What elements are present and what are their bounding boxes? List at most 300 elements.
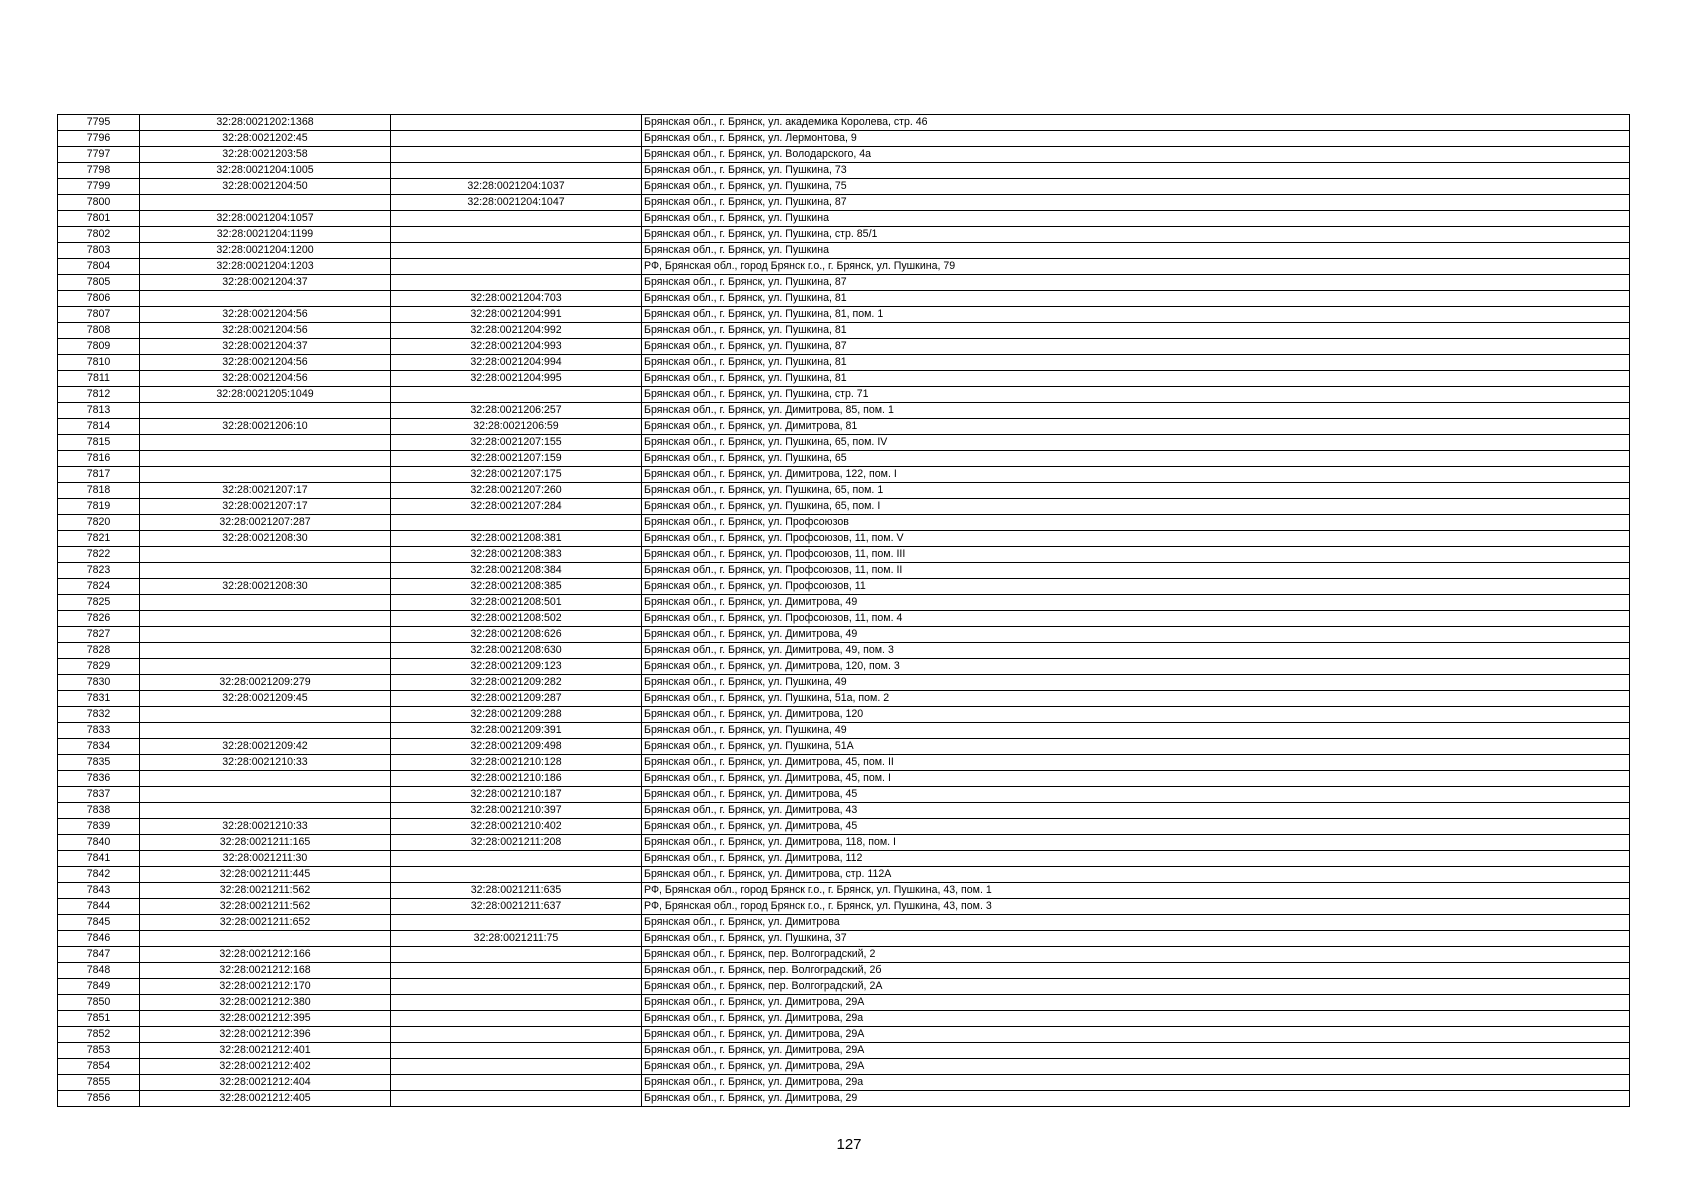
row-number-cell: 7826	[58, 611, 140, 627]
building-cadastral-number-cell: 32:28:0021204:1047	[391, 195, 642, 211]
row-number-cell: 7809	[58, 339, 140, 355]
land-cadastral-number-cell	[140, 803, 391, 819]
building-cadastral-number-cell: 32:28:0021204:993	[391, 339, 642, 355]
table-row	[58, 659, 1630, 675]
table-row	[58, 787, 1630, 803]
row-number-cell: 7806	[58, 291, 140, 307]
table-row	[58, 1011, 1630, 1027]
row-number-cell: 7796	[58, 131, 140, 147]
row-number-cell: 7820	[58, 515, 140, 531]
table-row	[58, 723, 1630, 739]
land-cadastral-number-cell	[140, 771, 391, 787]
table-row	[58, 755, 1630, 771]
table-row	[58, 707, 1630, 723]
table-row	[58, 371, 1630, 387]
table-row	[58, 419, 1630, 435]
address-cell: Брянская обл., г. Брянск, ул. Пушкина, 65, пом. I	[642, 499, 1630, 515]
land-cadastral-number-cell: 32:28:0021204:56	[140, 323, 391, 339]
table-row	[58, 899, 1630, 915]
land-cadastral-number-cell: 32:28:0021204:1005	[140, 163, 391, 179]
building-cadastral-number-cell	[391, 115, 642, 131]
building-cadastral-number-cell: 32:28:0021207:175	[391, 467, 642, 483]
land-cadastral-number-cell: 32:28:0021212:402	[140, 1059, 391, 1075]
building-cadastral-number-cell: 32:28:0021209:282	[391, 675, 642, 691]
address-cell: Брянская обл., г. Брянск, пер. Волгоградский, 2	[642, 947, 1630, 963]
land-cadastral-number-cell	[140, 723, 391, 739]
address-cell: РФ, Брянская обл., город Брянск г.о., г. Брянск, ул. Пушкина, 79	[642, 259, 1630, 275]
building-cadastral-number-cell	[391, 1043, 642, 1059]
land-cadastral-number-cell: 32:28:0021212:380	[140, 995, 391, 1011]
land-cadastral-number-cell: 32:28:0021204:1199	[140, 227, 391, 243]
address-cell: Брянская обл., г. Брянск, ул. Димитрова, 120, пом. 3	[642, 659, 1630, 675]
land-cadastral-number-cell	[140, 451, 391, 467]
address-cell: Брянская обл., г. Брянск, ул. Пушкина, 87	[642, 195, 1630, 211]
building-cadastral-number-cell	[391, 851, 642, 867]
address-cell: Брянская обл., г. Брянск, ул. Пушкина, 73	[642, 163, 1630, 179]
address-cell: Брянская обл., г. Брянск, ул. Пушкина, 65	[642, 451, 1630, 467]
row-number-cell: 7837	[58, 787, 140, 803]
building-cadastral-number-cell: 32:28:0021208:385	[391, 579, 642, 595]
building-cadastral-number-cell: 32:28:0021207:155	[391, 435, 642, 451]
row-number-cell: 7849	[58, 979, 140, 995]
table-row	[58, 275, 1630, 291]
row-number-cell: 7845	[58, 915, 140, 931]
row-number-cell: 7829	[58, 659, 140, 675]
land-cadastral-number-cell: 32:28:0021209:45	[140, 691, 391, 707]
building-cadastral-number-cell	[391, 1091, 642, 1107]
table-row	[58, 499, 1630, 515]
land-cadastral-number-cell: 32:28:0021205:1049	[140, 387, 391, 403]
land-cadastral-number-cell	[140, 435, 391, 451]
address-cell: Брянская обл., г. Брянск, ул. Димитрова, 81	[642, 419, 1630, 435]
land-cadastral-number-cell: 32:28:0021212:168	[140, 963, 391, 979]
table-row	[58, 435, 1630, 451]
row-number-cell: 7803	[58, 243, 140, 259]
building-cadastral-number-cell: 32:28:0021210:187	[391, 787, 642, 803]
building-cadastral-number-cell: 32:28:0021209:498	[391, 739, 642, 755]
land-cadastral-number-cell	[140, 563, 391, 579]
building-cadastral-number-cell	[391, 947, 642, 963]
address-cell: Брянская обл., г. Брянск, ул. Димитрова, 45	[642, 819, 1630, 835]
table-row	[58, 1027, 1630, 1043]
land-cadastral-number-cell: 32:28:0021210:33	[140, 819, 391, 835]
address-cell: Брянская обл., г. Брянск, ул. Пушкина, стр. 85/1	[642, 227, 1630, 243]
building-cadastral-number-cell: 32:28:0021210:128	[391, 755, 642, 771]
land-cadastral-number-cell: 32:28:0021212:401	[140, 1043, 391, 1059]
building-cadastral-number-cell	[391, 243, 642, 259]
building-cadastral-number-cell	[391, 1011, 642, 1027]
address-cell: Брянская обл., г. Брянск, ул. Пушкина, 65, пом. IV	[642, 435, 1630, 451]
table-row	[58, 627, 1630, 643]
table-row	[58, 323, 1630, 339]
building-cadastral-number-cell	[391, 515, 642, 531]
address-cell: Брянская обл., г. Брянск, ул. Пушкина, 49	[642, 723, 1630, 739]
row-number-cell: 7842	[58, 867, 140, 883]
building-cadastral-number-cell	[391, 1059, 642, 1075]
land-cadastral-number-cell: 32:28:0021208:30	[140, 531, 391, 547]
land-cadastral-number-cell: 32:28:0021206:10	[140, 419, 391, 435]
building-cadastral-number-cell	[391, 147, 642, 163]
row-number-cell: 7807	[58, 307, 140, 323]
table-row	[58, 227, 1630, 243]
building-cadastral-number-cell: 32:28:0021208:630	[391, 643, 642, 659]
table-row	[58, 611, 1630, 627]
table-row	[58, 467, 1630, 483]
land-cadastral-number-cell	[140, 787, 391, 803]
row-number-cell: 7839	[58, 819, 140, 835]
land-cadastral-number-cell	[140, 643, 391, 659]
building-cadastral-number-cell	[391, 979, 642, 995]
row-number-cell: 7800	[58, 195, 140, 211]
table-row	[58, 259, 1630, 275]
table-row	[58, 931, 1630, 947]
address-cell: РФ, Брянская обл., город Брянск г.о., г. Брянск, ул. Пушкина, 43, пом. 3	[642, 899, 1630, 915]
table-row	[58, 803, 1630, 819]
address-cell: Брянская обл., г. Брянск, ул. Пушкина, 37	[642, 931, 1630, 947]
building-cadastral-number-cell: 32:28:0021210:402	[391, 819, 642, 835]
land-cadastral-number-cell: 32:28:0021204:56	[140, 371, 391, 387]
address-cell: Брянская обл., г. Брянск, ул. Димитрова, 29А	[642, 1043, 1630, 1059]
land-cadastral-number-cell: 32:28:0021211:445	[140, 867, 391, 883]
row-number-cell: 7801	[58, 211, 140, 227]
land-cadastral-number-cell: 32:28:0021212:166	[140, 947, 391, 963]
row-number-cell: 7828	[58, 643, 140, 659]
land-cadastral-number-cell	[140, 707, 391, 723]
row-number-cell: 7797	[58, 147, 140, 163]
address-cell: Брянская обл., г. Брянск, ул. Димитрова, 45	[642, 787, 1630, 803]
address-cell: Брянская обл., г. Брянск, ул. Пушкина	[642, 243, 1630, 259]
address-cell: Брянская обл., г. Брянск, ул. Пушкина, стр. 71	[642, 387, 1630, 403]
land-cadastral-number-cell: 32:28:0021202:1368	[140, 115, 391, 131]
building-cadastral-number-cell: 32:28:0021211:635	[391, 883, 642, 899]
building-cadastral-number-cell: 32:28:0021209:288	[391, 707, 642, 723]
address-cell: Брянская обл., г. Брянск, ул. Димитрова, 43	[642, 803, 1630, 819]
row-number-cell: 7846	[58, 931, 140, 947]
land-cadastral-number-cell: 32:28:0021211:30	[140, 851, 391, 867]
table-row	[58, 115, 1630, 131]
row-number-cell: 7804	[58, 259, 140, 275]
land-cadastral-number-cell: 32:28:0021210:33	[140, 755, 391, 771]
address-cell: Брянская обл., г. Брянск, пер. Волгоградский, 2б	[642, 963, 1630, 979]
address-cell: Брянская обл., г. Брянск, ул. Володарского, 4а	[642, 147, 1630, 163]
row-number-cell: 7827	[58, 627, 140, 643]
land-cadastral-number-cell: 32:28:0021204:1057	[140, 211, 391, 227]
table-row	[58, 355, 1630, 371]
address-cell: Брянская обл., г. Брянск, ул. Димитрова, 49	[642, 627, 1630, 643]
row-number-cell: 7841	[58, 851, 140, 867]
land-cadastral-number-cell: 32:28:0021204:37	[140, 339, 391, 355]
land-cadastral-number-cell: 32:28:0021212:404	[140, 1075, 391, 1091]
table-row	[58, 1091, 1630, 1107]
land-cadastral-number-cell: 32:28:0021211:562	[140, 883, 391, 899]
table-row	[58, 1043, 1630, 1059]
table-row	[58, 387, 1630, 403]
building-cadastral-number-cell: 32:28:0021207:159	[391, 451, 642, 467]
address-cell: Брянская обл., г. Брянск, ул. Димитрова, стр. 112А	[642, 867, 1630, 883]
row-number-cell: 7848	[58, 963, 140, 979]
address-cell: Брянская обл., г. Брянск, ул. Пушкина, 81	[642, 323, 1630, 339]
building-cadastral-number-cell: 32:28:0021208:502	[391, 611, 642, 627]
address-cell: Брянская обл., г. Брянск, ул. Пушкина, 51а, пом. 2	[642, 691, 1630, 707]
row-number-cell: 7821	[58, 531, 140, 547]
land-cadastral-number-cell	[140, 931, 391, 947]
building-cadastral-number-cell	[391, 995, 642, 1011]
address-cell: Брянская обл., г. Брянск, ул. Димитрова, 122, пом. I	[642, 467, 1630, 483]
address-cell: Брянская обл., г. Брянск, ул. Димитрова, 118, пом. I	[642, 835, 1630, 851]
building-cadastral-number-cell: 32:28:0021207:284	[391, 499, 642, 515]
row-number-cell: 7832	[58, 707, 140, 723]
row-number-cell: 7815	[58, 435, 140, 451]
building-cadastral-number-cell	[391, 227, 642, 243]
address-cell: Брянская обл., г. Брянск, ул. Димитрова, 120	[642, 707, 1630, 723]
building-cadastral-number-cell: 32:28:0021204:992	[391, 323, 642, 339]
building-cadastral-number-cell: 32:28:0021204:991	[391, 307, 642, 323]
row-number-cell: 7836	[58, 771, 140, 787]
table-row	[58, 643, 1630, 659]
address-cell: Брянская обл., г. Брянск, ул. Димитрова, 29а	[642, 1075, 1630, 1091]
land-cadastral-number-cell: 32:28:0021204:56	[140, 307, 391, 323]
building-cadastral-number-cell	[391, 915, 642, 931]
row-number-cell: 7833	[58, 723, 140, 739]
building-cadastral-number-cell: 32:28:0021206:59	[391, 419, 642, 435]
row-number-cell: 7843	[58, 883, 140, 899]
table-row	[58, 1059, 1630, 1075]
address-cell: Брянская обл., г. Брянск, ул. Пушкина, 81	[642, 355, 1630, 371]
table-row	[58, 291, 1630, 307]
table-row	[58, 963, 1630, 979]
building-cadastral-number-cell: 32:28:0021206:257	[391, 403, 642, 419]
land-cadastral-number-cell: 32:28:0021202:45	[140, 131, 391, 147]
row-number-cell: 7817	[58, 467, 140, 483]
building-cadastral-number-cell	[391, 275, 642, 291]
land-cadastral-number-cell: 32:28:0021204:50	[140, 179, 391, 195]
row-number-cell: 7852	[58, 1027, 140, 1043]
table-row	[58, 979, 1630, 995]
land-cadastral-number-cell	[140, 547, 391, 563]
address-cell: Брянская обл., г. Брянск, ул. Профсоюзов, 11, пом. V	[642, 531, 1630, 547]
row-number-cell: 7818	[58, 483, 140, 499]
address-cell: Брянская обл., г. Брянск, ул. академика Королева, стр. 46	[642, 115, 1630, 131]
building-cadastral-number-cell	[391, 1027, 642, 1043]
row-number-cell: 7802	[58, 227, 140, 243]
table-row	[58, 243, 1630, 259]
row-number-cell: 7835	[58, 755, 140, 771]
land-cadastral-number-cell	[140, 659, 391, 675]
row-number-cell: 7795	[58, 115, 140, 131]
land-cadastral-number-cell	[140, 403, 391, 419]
address-cell: Брянская обл., г. Брянск, ул. Пушкина	[642, 211, 1630, 227]
address-cell: Брянская обл., г. Брянск, ул. Пушкина, 81, пом. 1	[642, 307, 1630, 323]
building-cadastral-number-cell: 32:28:0021207:260	[391, 483, 642, 499]
table-row	[58, 835, 1630, 851]
table-row	[58, 451, 1630, 467]
building-cadastral-number-cell: 32:28:0021208:383	[391, 547, 642, 563]
table-row	[58, 147, 1630, 163]
page-number: 127	[836, 1136, 862, 1153]
land-cadastral-number-cell	[140, 595, 391, 611]
row-number-cell: 7810	[58, 355, 140, 371]
land-cadastral-number-cell: 32:28:0021207:287	[140, 515, 391, 531]
building-cadastral-number-cell	[391, 131, 642, 147]
building-cadastral-number-cell: 32:28:0021204:1037	[391, 179, 642, 195]
land-cadastral-number-cell	[140, 195, 391, 211]
address-cell: Брянская обл., г. Брянск, ул. Пушкина, 87	[642, 339, 1630, 355]
land-cadastral-number-cell	[140, 627, 391, 643]
land-cadastral-number-cell: 32:28:0021204:56	[140, 355, 391, 371]
building-cadastral-number-cell: 32:28:0021204:994	[391, 355, 642, 371]
building-cadastral-number-cell: 32:28:0021204:703	[391, 291, 642, 307]
building-cadastral-number-cell: 32:28:0021208:381	[391, 531, 642, 547]
address-cell: Брянская обл., г. Брянск, ул. Пушкина, 87	[642, 275, 1630, 291]
address-cell: Брянская обл., г. Брянск, ул. Профсоюзов, 11, пом. III	[642, 547, 1630, 563]
building-cadastral-number-cell: 32:28:0021210:397	[391, 803, 642, 819]
address-cell: Брянская обл., г. Брянск, пер. Волгоградский, 2А	[642, 979, 1630, 995]
row-number-cell: 7847	[58, 947, 140, 963]
address-cell: Брянская обл., г. Брянск, ул. Пушкина, 81	[642, 291, 1630, 307]
building-cadastral-number-cell: 32:28:0021209:391	[391, 723, 642, 739]
registry-table-body	[58, 115, 1630, 1107]
row-number-cell: 7834	[58, 739, 140, 755]
land-cadastral-number-cell: 32:28:0021212:405	[140, 1091, 391, 1107]
building-cadastral-number-cell: 32:28:0021208:384	[391, 563, 642, 579]
row-number-cell: 7799	[58, 179, 140, 195]
row-number-cell: 7819	[58, 499, 140, 515]
table-row	[58, 515, 1630, 531]
building-cadastral-number-cell	[391, 259, 642, 275]
address-cell: Брянская обл., г. Брянск, ул. Димитрова, 85, пом. 1	[642, 403, 1630, 419]
row-number-cell: 7825	[58, 595, 140, 611]
table-row	[58, 995, 1630, 1011]
table-row	[58, 163, 1630, 179]
address-cell: Брянская обл., г. Брянск, ул. Пушкина, 51А	[642, 739, 1630, 755]
address-cell: Брянская обл., г. Брянск, ул. Димитрова	[642, 915, 1630, 931]
row-number-cell: 7814	[58, 419, 140, 435]
table-row	[58, 883, 1630, 899]
address-cell: Брянская обл., г. Брянск, ул. Димитрова, 29А	[642, 1059, 1630, 1075]
address-cell: Брянская обл., г. Брянск, ул. Димитрова, 29а	[642, 1011, 1630, 1027]
table-row	[58, 339, 1630, 355]
land-cadastral-number-cell: 32:28:0021204:1200	[140, 243, 391, 259]
land-cadastral-number-cell	[140, 611, 391, 627]
table-row	[58, 915, 1630, 931]
building-cadastral-number-cell: 32:28:0021208:501	[391, 595, 642, 611]
land-cadastral-number-cell: 32:28:0021211:562	[140, 899, 391, 915]
land-cadastral-number-cell: 32:28:0021209:279	[140, 675, 391, 691]
table-row	[58, 739, 1630, 755]
row-number-cell: 7831	[58, 691, 140, 707]
building-cadastral-number-cell	[391, 211, 642, 227]
land-cadastral-number-cell	[140, 291, 391, 307]
land-cadastral-number-cell: 32:28:0021211:165	[140, 835, 391, 851]
land-cadastral-number-cell: 32:28:0021212:395	[140, 1011, 391, 1027]
row-number-cell: 7816	[58, 451, 140, 467]
building-cadastral-number-cell: 32:28:0021211:208	[391, 835, 642, 851]
row-number-cell: 7851	[58, 1011, 140, 1027]
land-cadastral-number-cell: 32:28:0021211:652	[140, 915, 391, 931]
address-cell: Брянская обл., г. Брянск, ул. Пушкина, 49	[642, 675, 1630, 691]
row-number-cell: 7813	[58, 403, 140, 419]
row-number-cell: 7830	[58, 675, 140, 691]
table-row	[58, 947, 1630, 963]
table-row	[58, 563, 1630, 579]
table-row	[58, 867, 1630, 883]
table-row	[58, 307, 1630, 323]
address-cell: Брянская обл., г. Брянск, ул. Димитрова, 29А	[642, 1027, 1630, 1043]
address-cell: Брянская обл., г. Брянск, ул. Профсоюзов, 11, пом. II	[642, 563, 1630, 579]
table-row	[58, 691, 1630, 707]
building-cadastral-number-cell: 32:28:0021210:186	[391, 771, 642, 787]
land-cadastral-number-cell: 32:28:0021204:1203	[140, 259, 391, 275]
row-number-cell: 7856	[58, 1091, 140, 1107]
address-cell: Брянская обл., г. Брянск, ул. Пушкина, 75	[642, 179, 1630, 195]
address-cell: РФ, Брянская обл., город Брянск г.о., г. Брянск, ул. Пушкина, 43, пом. 1	[642, 883, 1630, 899]
building-cadastral-number-cell: 32:28:0021208:626	[391, 627, 642, 643]
table-row	[58, 179, 1630, 195]
building-cadastral-number-cell	[391, 387, 642, 403]
land-cadastral-number-cell: 32:28:0021203:58	[140, 147, 391, 163]
table-row	[58, 595, 1630, 611]
row-number-cell: 7822	[58, 547, 140, 563]
row-number-cell: 7823	[58, 563, 140, 579]
table-row	[58, 531, 1630, 547]
land-cadastral-number-cell: 32:28:0021207:17	[140, 499, 391, 515]
table-row	[58, 403, 1630, 419]
land-cadastral-number-cell: 32:28:0021209:42	[140, 739, 391, 755]
address-cell: Брянская обл., г. Брянск, ул. Пушкина, 65, пом. 1	[642, 483, 1630, 499]
table-row	[58, 483, 1630, 499]
row-number-cell: 7824	[58, 579, 140, 595]
row-number-cell: 7853	[58, 1043, 140, 1059]
building-cadastral-number-cell: 32:28:0021204:995	[391, 371, 642, 387]
address-cell: Брянская обл., г. Брянск, ул. Профсоюзов	[642, 515, 1630, 531]
land-cadastral-number-cell: 32:28:0021207:17	[140, 483, 391, 499]
address-cell: Брянская обл., г. Брянск, ул. Димитрова, 45, пом. I	[642, 771, 1630, 787]
table-row	[58, 819, 1630, 835]
table-row	[58, 851, 1630, 867]
building-cadastral-number-cell	[391, 163, 642, 179]
building-cadastral-number-cell	[391, 867, 642, 883]
land-cadastral-number-cell: 32:28:0021204:37	[140, 275, 391, 291]
address-cell: Брянская обл., г. Брянск, ул. Пушкина, 81	[642, 371, 1630, 387]
row-number-cell: 7808	[58, 323, 140, 339]
address-cell: Брянская обл., г. Брянск, ул. Димитрова, 45, пом. II	[642, 755, 1630, 771]
row-number-cell: 7838	[58, 803, 140, 819]
table-row	[58, 675, 1630, 691]
address-cell: Брянская обл., г. Брянск, ул. Димитрова, 29	[642, 1091, 1630, 1107]
land-cadastral-number-cell: 32:28:0021208:30	[140, 579, 391, 595]
row-number-cell: 7854	[58, 1059, 140, 1075]
table-row	[58, 131, 1630, 147]
land-cadastral-number-cell: 32:28:0021212:396	[140, 1027, 391, 1043]
address-cell: Брянская обл., г. Брянск, ул. Димитрова, 29А	[642, 995, 1630, 1011]
address-cell: Брянская обл., г. Брянск, ул. Димитрова, 49, пом. 3	[642, 643, 1630, 659]
building-cadastral-number-cell	[391, 1075, 642, 1091]
table-row	[58, 1075, 1630, 1091]
row-number-cell: 7855	[58, 1075, 140, 1091]
land-cadastral-number-cell: 32:28:0021212:170	[140, 979, 391, 995]
building-cadastral-number-cell: 32:28:0021211:637	[391, 899, 642, 915]
address-cell: Брянская обл., г. Брянск, ул. Профсоюзов, 11	[642, 579, 1630, 595]
table-row	[58, 211, 1630, 227]
building-cadastral-number-cell: 32:28:0021209:123	[391, 659, 642, 675]
row-number-cell: 7850	[58, 995, 140, 1011]
row-number-cell: 7844	[58, 899, 140, 915]
table-row	[58, 771, 1630, 787]
row-number-cell: 7812	[58, 387, 140, 403]
row-number-cell: 7840	[58, 835, 140, 851]
address-cell: Брянская обл., г. Брянск, ул. Димитрова, 49	[642, 595, 1630, 611]
row-number-cell: 7805	[58, 275, 140, 291]
